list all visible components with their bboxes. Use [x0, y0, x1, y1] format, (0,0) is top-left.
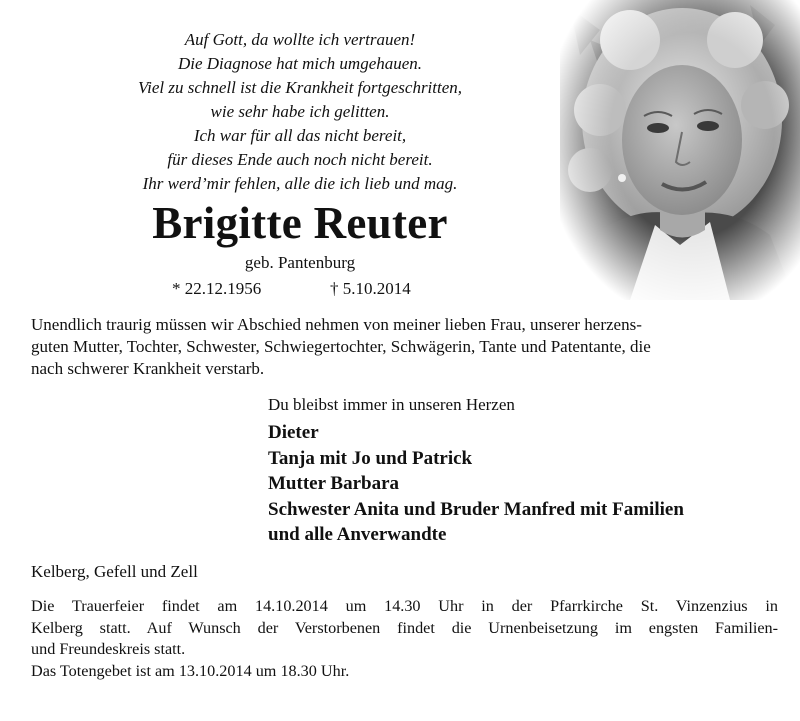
portrait-photo — [560, 0, 800, 300]
poem-line: Ich war für all das nicht bereit, — [193, 126, 407, 145]
poem-line: Viel zu schnell ist die Krankheit fortgeschritten, — [137, 78, 463, 97]
birth-date: * 22.12.1956 — [172, 279, 262, 298]
mourner: Dieter — [268, 422, 319, 443]
announcement-line: Unendlich traurig müssen wir Abschied nehmen von meiner lieben Frau, unserer herzens- — [31, 315, 642, 334]
poem-line: wie sehr habe ich gelitten. — [210, 102, 390, 121]
announcement-text — [31, 314, 778, 380]
poem-line: für dieses Ende auch noch nicht bereit. — [167, 150, 433, 169]
maiden-name: geb. Pantenburg — [244, 253, 356, 272]
poem — [60, 28, 540, 196]
service-info — [31, 596, 778, 683]
service-line: Kelberg statt. Auf Wunsch der Verstorbenen findet die Urnenbeisetzung im engsten Familien- — [31, 618, 778, 637]
deceased-name: Brigitte Reuter — [152, 198, 448, 248]
mourner: und alle Anverwandte — [268, 524, 447, 545]
service-line: Die Trauerfeier findet am 14.10.2014 um 14.30 Uhr in der Pfarrkirche St. Vinzenzius in — [31, 597, 778, 615]
service-line: und Freundeskreis statt. — [31, 640, 186, 659]
mourner: Tanja mit Jo und Patrick — [268, 447, 473, 469]
mourner: Mutter Barbara — [268, 473, 400, 494]
poem-line: Ihr werd’mir fehlen, alle die ich lieb und mag. — [142, 174, 458, 193]
closing-line: Du bleibst immer in unseren Herzen — [268, 395, 515, 414]
announcement-line: nach schwerer Krankheit verstarb. — [31, 359, 265, 378]
mourners-list — [268, 420, 788, 548]
places: Kelberg, Gefell und Zell — [31, 562, 198, 581]
mourner: Schwester Anita und Bruder Manfred mit Familien — [268, 498, 684, 520]
death-date: † 5.10.2014 — [330, 279, 411, 298]
poem-line: Die Diagnose hat mich umgehauen. — [177, 54, 423, 73]
announcement-line: guten Mutter, Tochter, Schwester, Schwiegertochter, Schwägerin, Tante und Patentante, die — [31, 337, 651, 356]
poem-line: Auf Gott, da wollte ich vertrauen! — [184, 30, 416, 49]
service-line: Das Totengebet ist am 13.10.2014 um 18.30 Uhr. — [31, 662, 350, 681]
